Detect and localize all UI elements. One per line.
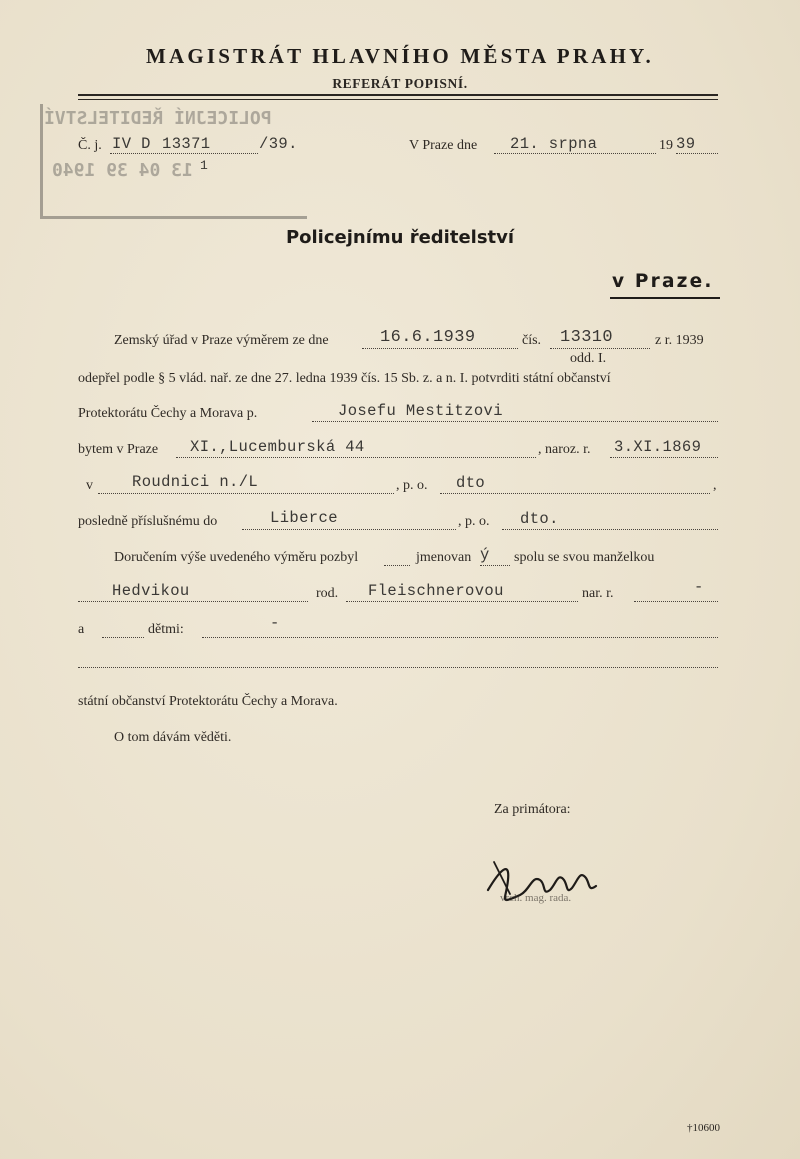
children-dots — [202, 637, 718, 638]
body-line6-text: posledně příslušnému do — [78, 514, 218, 529]
body-line6-po: , p. o. — [458, 514, 490, 529]
body-line7-jmenovan: jmenovan — [416, 550, 472, 565]
address-dots — [176, 457, 536, 458]
body-line1-year: z r. 1939 — [655, 333, 704, 348]
body-line8-nar: nar. r. — [582, 586, 614, 601]
decision-number: 13310 — [560, 328, 614, 347]
addressee-city-underline — [610, 297, 720, 299]
stamp-text-line1: POLICEJNÍ ŘEDITELSTVÍ — [44, 108, 272, 129]
body-line8-rod: rod. — [316, 586, 339, 601]
body-line7-spolu: spolu se svou manželkou — [514, 550, 655, 565]
decision-date: 16.6.1939 — [380, 328, 476, 347]
reference-dept: IV D — [112, 135, 151, 153]
body-line4-born: , naroz. r. — [538, 442, 591, 457]
birth-date-dots — [610, 457, 718, 458]
body-closing: O tom dávám věděti. — [114, 730, 232, 745]
birth-po: dto — [456, 474, 486, 492]
pozbyl-dots — [384, 565, 410, 566]
reference-label: Č. j. — [78, 138, 102, 153]
wife-maiden: Fleischnerovou — [368, 582, 504, 600]
body-line5-po: , p. o. — [396, 478, 428, 493]
last-domicile-dots — [242, 529, 456, 530]
reference-number: 13371 — [162, 135, 211, 153]
birth-date: 3.XI.1869 — [614, 438, 702, 456]
wife-name: Hedvikou — [112, 582, 190, 600]
body-odd: odd. I. — [570, 351, 607, 366]
issuer-title: MAGISTRÁT HLAVNÍHO MĚSTA PRAHY. — [145, 44, 654, 68]
body-line1-text: Zemský úřad v Praze výměrem ze dne — [114, 333, 329, 348]
date-label: V Praze dne — [409, 138, 478, 153]
person-name-dots — [312, 421, 718, 422]
person-name: Josefu Mestitzovi — [338, 402, 503, 420]
jmenovan-suffix: ý — [480, 546, 490, 564]
signature-label: Za primátora: — [494, 802, 571, 817]
date-century: 19 — [659, 138, 673, 153]
birth-place-dots — [98, 493, 394, 494]
addressee-heading: Policejnímu ředitelství — [285, 227, 515, 248]
children: - — [270, 614, 280, 632]
wife-name-dots — [78, 601, 308, 602]
reference-dotted-line — [110, 153, 258, 154]
address: XI.,Lucemburská 44 — [190, 438, 365, 456]
body-line2-text: odepřel podle § 5 vlád. nař. ze dne 27. ledna 1939 čís. 15 Sb. z. a n. I. potvrditi státní občanství — [78, 371, 611, 386]
date-day-month: 21. srpna — [510, 135, 598, 153]
domicile-po-dots — [502, 529, 718, 530]
issuer-subtitle: REFERÁT POPISNÍ. — [332, 76, 468, 91]
reference-sub: 1 — [200, 158, 209, 173]
blank-dotted-line — [78, 667, 718, 668]
birth-po-dots — [440, 493, 710, 494]
last-domicile: Liberce — [270, 509, 338, 527]
wife-birth: - — [694, 578, 704, 596]
date-year: 39 — [676, 135, 696, 153]
body-line9-children: dětmi: — [148, 622, 184, 637]
jmenovan-dots — [480, 565, 510, 566]
reference-year: /39. — [259, 135, 298, 153]
body-line5-comma: , — [713, 478, 717, 493]
birth-place: Roudnici n./L — [132, 473, 259, 491]
body-citizenship: státní občanství Protektorátu Čechy a Morava. — [78, 694, 338, 709]
decision-number-dots — [550, 348, 650, 349]
date-year-dotted-line — [676, 153, 718, 154]
addressee-city: v Praze. — [612, 271, 714, 292]
body-line9-a: a — [78, 622, 85, 637]
header-rule-thick — [78, 94, 718, 96]
body-line4-text: bytem v Praze — [78, 442, 159, 457]
date-dotted-line — [494, 153, 656, 154]
body-line1-cis: čís. — [522, 333, 542, 348]
header-rule-thin — [78, 99, 718, 100]
wife-maiden-dots — [346, 601, 578, 602]
domicile-po: dto. — [520, 510, 559, 528]
stamp-text-line2: 13 04 39 1940 — [52, 160, 193, 181]
wife-birth-dots — [634, 601, 718, 602]
body-line7-text: Doručením výše uvedeného výměru pozbyl — [114, 550, 359, 565]
decision-date-dots — [362, 348, 518, 349]
body-line3-text: Protektorátu Čechy a Morava p. — [78, 406, 258, 421]
form-code: †10600 — [687, 1122, 720, 1134]
body-line5-v: v — [86, 478, 93, 493]
children-count-dots — [102, 637, 144, 638]
signer-title: vrch. mag. rada. — [500, 892, 572, 904]
